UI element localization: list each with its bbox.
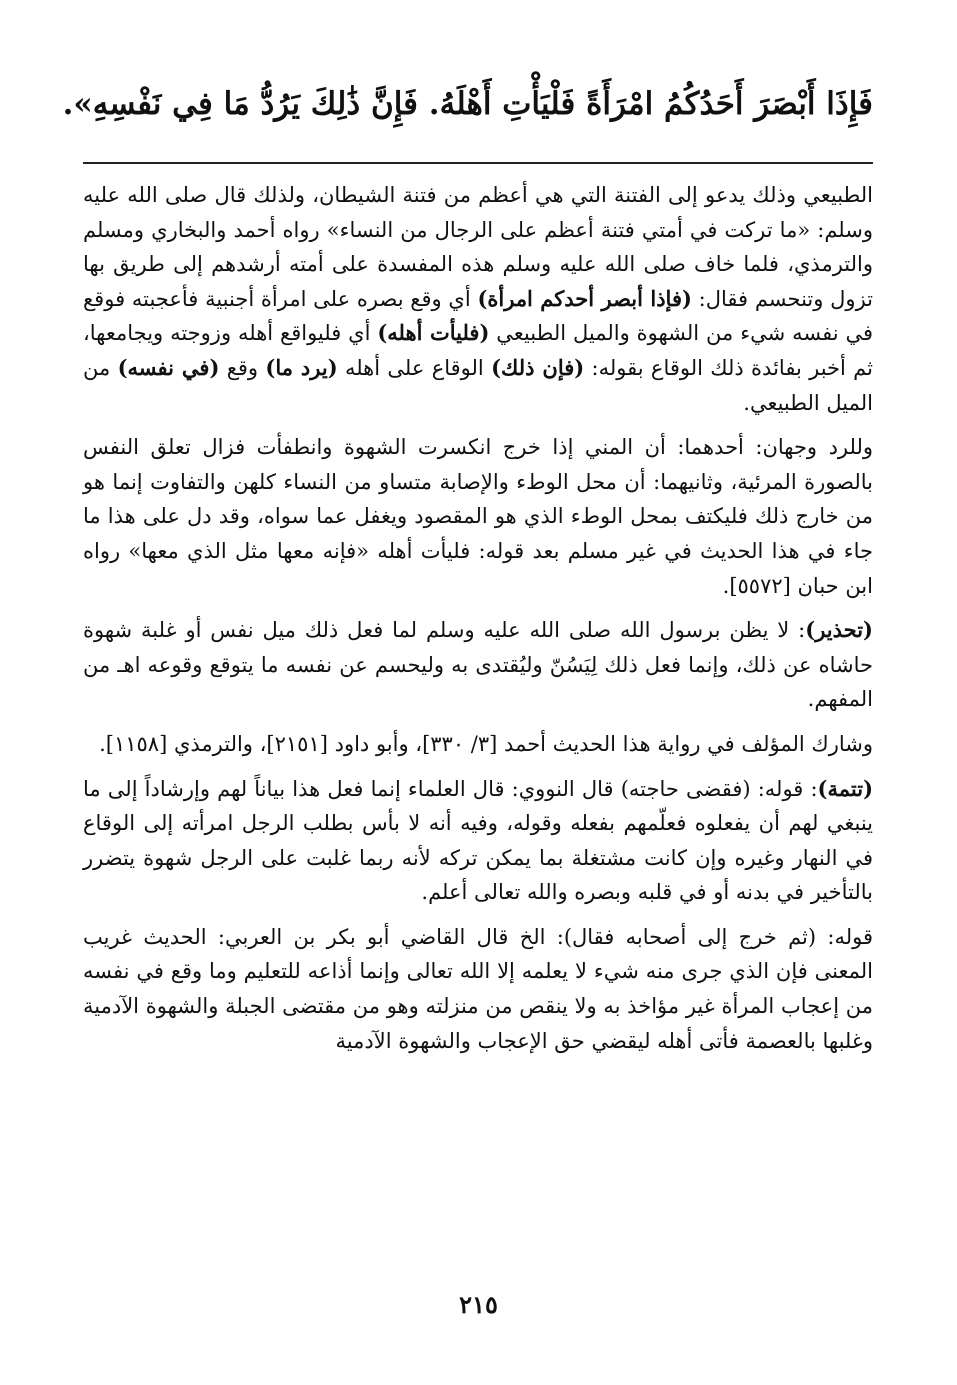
text-segment: وشارك المؤلف في رواية هذا الحديث أحمد [٣/ ٣٣٠]، وأبو داود [٢١٥١]، والترمذي [١١٥٨]. [99, 731, 873, 756]
paragraph-3-warning [83, 613, 873, 717]
text-segment: الوقاع على أهله [337, 355, 492, 380]
paragraph-2 [83, 430, 873, 603]
text-segment: : لا يظن برسول الله صلى الله عليه وسلم لما فعل ذلك ميل نفس أو غلبة شهوة حاشاه عن ذلك، وإنما فعل ذلك لِيَسُنّ وليُقتدى به وليحسم عن نفسه ما يتوقع وقوعه اهـ من المفهم. [83, 618, 873, 712]
text-segment: الطبيعي وذلك يدعو إلى الفتنة التي هي أعظم من فتنة الشيطان، ولذلك قال صلى الله عليه وسلم: «ما تركت في أمتي فتنة أعظم على الرجال من النساء» رواه أحمد والبخاري ومسلم والترمذي، فلما خاف صلى الله عليه وسلم هذه المفسدة على أمته أرشدهم إلى طريق بها تزول وتنحسم فقال: [83, 183, 873, 311]
page-number: ٢١٥ [459, 1290, 498, 1319]
quoted-phrase: (فإذا أبصر أحدكم امرأة) [477, 285, 692, 311]
text-segment: قوله: (ثم خرج إلى أصحابه فقال): الخ قال القاضي أبو بكر بن العربي: الحديث غريب المعنى فإن الذي جرى منه شيء لا يعلمه إلا الله تعالى وإنما أذاعه للتعليم وما وقع في نفسه من إعجاب المرأة غير مؤاخذ به ولا ينقص من منزلته وهو من مقتضى الجبلة والشهوة الآدمية وغلبها بالعصمة فأتى أهله ليقضي حق الإعجاب والشهوة الآدمية [83, 924, 873, 1053]
quoted-phrase: (في نفسه) [117, 354, 220, 380]
hadith-header-text: فَإِذَا أَبْصَرَ أَحَدُكُمُ امْرَأَةً فَلْيَأْتِ أَهْلَهُ. فَإِنَّ ذَٰلِكَ يَرُدُّ مَا فِي نَفْسِهِ». [62, 86, 873, 122]
text-segment: وللرد وجهان: أحدهما: أن المني إذا خرج انكسرت الشهوة وانطفأت فزال تعلق النفس بالصورة المرئية، وثانيهما: أن محل الوطء والإصابة متساو من النساء كلهن والتفاوت إنما هو من خارج ذلك فليكتف بمحل الوطء الذي هو المقصود ويغفل عما سواه، وقد دل على هذا ما جاء في هذا الحديث في غير مسلم بعد قوله: فليأت أهله «فإنه معها مثل الذي معها» رواه ابن حبان [٥٥٧٢]. [83, 435, 873, 598]
text-segment: : قوله: (فقضى حاجته) قال النووي: قال العلماء إنما فعل هذا بياناً لهم وإرشاداً إلى ما ينبغي لهم أن يفعلوه فعلّمهم بفعله وقوله، وفيه أنه لا بأس بطلب الرجل امرأته إلى الوقاع في النهار وغيره وإن كانت مشتغلة بما يمكن تركه لأنه ربما غلبت على الرجل شهوة يتضرر بالتأخير في بدنه أو في قلبه وبصره والله تعالى أعلم. [83, 776, 873, 905]
commentary-body [83, 178, 873, 1068]
quoted-phrase: (يرد ما) [265, 354, 338, 380]
section-label: (تتمة) [817, 775, 873, 801]
text-segment: أي وقع بصره على امرأة أجنبية فأعجبته فوقع في نفسه شيء من الشهوة والميل الطبيعي [83, 286, 873, 346]
quoted-phrase: (فليأت أهله) [377, 320, 490, 346]
text-segment: من الميل الطبيعي. [83, 355, 873, 415]
paragraph-1 [83, 178, 873, 420]
paragraph-6 [83, 920, 873, 1058]
quoted-phrase: (فإن ذلك) [491, 354, 585, 380]
paragraph-5-supplement [83, 772, 873, 910]
text-segment: أي فليواقع أهله وزوجته ويجامعها، ثم أخبر بفائدة ذلك الوقاع بقوله: [83, 321, 873, 380]
separator-rule [83, 162, 873, 164]
paragraph-4-references [83, 727, 873, 762]
text-segment: وقع [219, 355, 266, 380]
section-label: (تحذير) [805, 617, 873, 643]
